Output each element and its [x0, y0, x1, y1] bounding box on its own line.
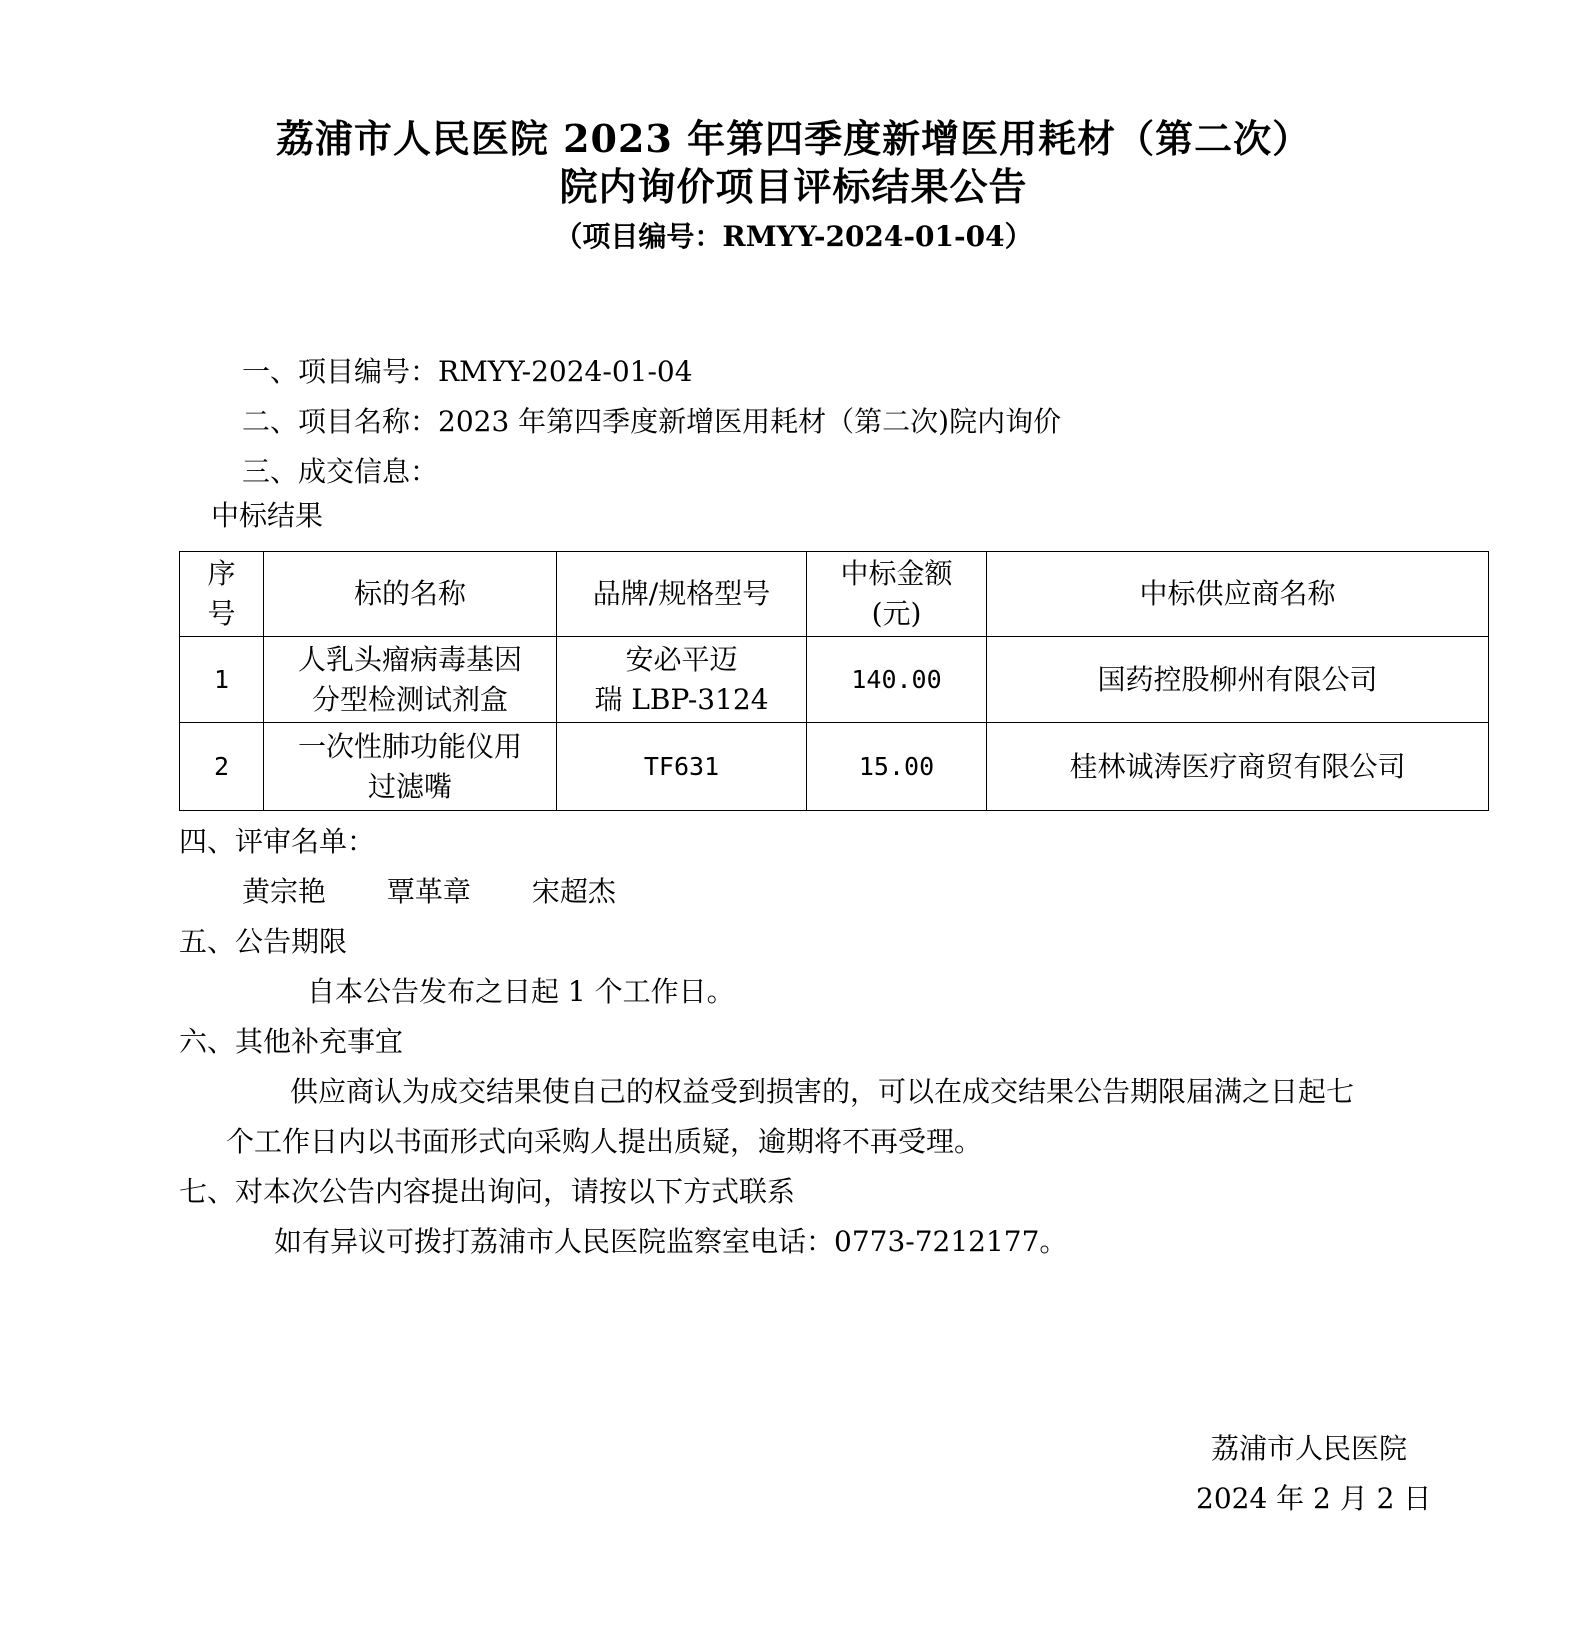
row-1-item-line1: 人乳头瘤病毒基因: [297, 642, 522, 676]
section-6-text-line1: 供应商认为成交结果使自己的权益受到损害的，可以在成交结果公告期限届满之日起七: [290, 1075, 1355, 1108]
row-2-amount: 15.00: [807, 723, 987, 811]
section-5-period: 五、公告期限: [179, 925, 348, 958]
header-seq: [180, 552, 264, 637]
row-2-item-line1: 一次性肺功能仪用: [297, 729, 522, 763]
result-label: 中标结果: [211, 499, 324, 532]
section-4-reviewers: 四、评审名单：: [179, 825, 376, 858]
row-2-brand: TF631: [557, 723, 807, 811]
section-1-project-code: 一、项目编号：RMYY-2024-01-04: [242, 355, 693, 388]
header-amount-line2: (元): [871, 597, 922, 630]
footer-date: 2024 年 2 月 2 日: [1196, 1482, 1432, 1515]
section-3-deal-info: 三、成交信息：: [242, 455, 439, 488]
row-1-brand-line1: 安必平迈: [625, 642, 738, 676]
row-1-item: [264, 637, 557, 723]
table-header-row: [180, 552, 1489, 637]
row-1-amount: 140.00: [807, 637, 987, 723]
reviewer-list: [242, 874, 668, 910]
row-1-supplier: 国药控股柳州有限公司: [987, 637, 1489, 723]
header-item-name: 标的名称: [264, 552, 557, 637]
table-row: [180, 723, 1489, 811]
reviewer-1: 黄宗艳: [242, 875, 327, 908]
row-1-brand: [557, 637, 807, 723]
reviewer-3: 宋超杰: [531, 875, 616, 908]
row-1-item-line2: 分型检测试剂盒: [311, 682, 508, 716]
footer-organization: 荔浦市人民医院: [1211, 1432, 1408, 1465]
section-2-project-name: 二、项目名称：2023 年第四季度新增医用耗材（第二次)院内询价: [242, 405, 1062, 438]
row-2-item: [264, 723, 557, 811]
row-2-supplier: 桂林诚涛医疗商贸有限公司: [987, 723, 1489, 811]
section-6-text-line2: 个工作日内以书面形式向采购人提出质疑，逾期将不再受理。: [226, 1125, 983, 1158]
row-1-brand-line2: 瑞 LBP-3124: [594, 682, 769, 716]
section-6-other: 六、其他补充事宜: [179, 1025, 404, 1058]
section-5-text: 自本公告发布之日起 1 个工作日。: [307, 975, 735, 1008]
row-1-seq: 1: [180, 637, 264, 723]
header-seq-line1: 序: [207, 557, 236, 590]
section-7-contact: 七、对本次公告内容提出询问，请按以下方式联系: [179, 1175, 796, 1208]
project-code-subtitle: （项目编号：RMYY-2024-01-04）: [554, 220, 1033, 253]
header-seq-line2: 号: [207, 597, 236, 630]
header-amount-line1: 中标金额: [840, 557, 953, 590]
title-line-2: 院内询价项目评标结果公告: [559, 164, 1028, 209]
table-row: [180, 637, 1489, 723]
section-7-text: 如有异议可拨打荔浦市人民医院监察室电话：0773-7212177。: [274, 1225, 1068, 1258]
row-2-seq: 2: [180, 723, 264, 811]
reviewer-2: 覃革章: [386, 875, 471, 908]
header-amount: [807, 552, 987, 637]
row-2-item-line2: 过滤嘴: [367, 769, 452, 803]
title-line-1: 荔浦市人民医院 2023 年第四季度新增医用耗材（第二次）: [275, 116, 1312, 161]
header-brand-spec: 品牌/规格型号: [557, 552, 807, 637]
header-supplier: 中标供应商名称: [987, 552, 1489, 637]
results-table: [179, 551, 1489, 811]
